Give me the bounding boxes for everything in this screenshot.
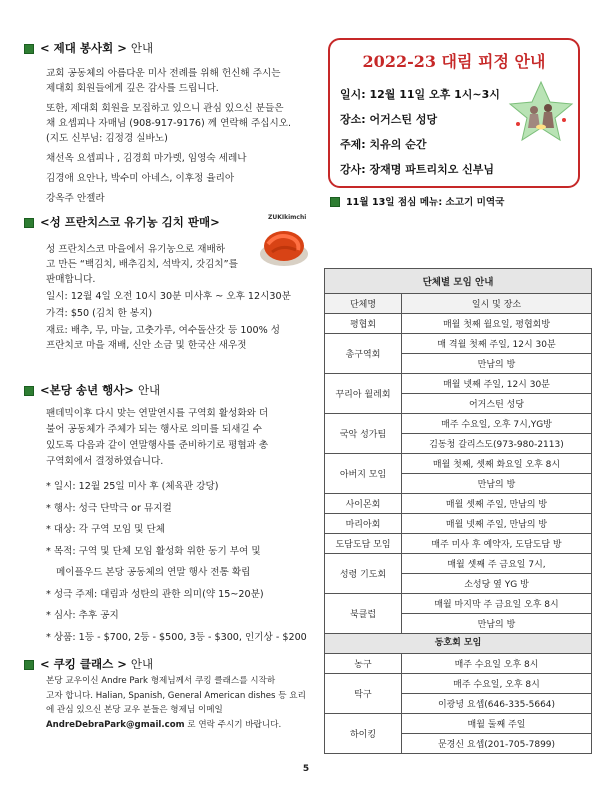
table-row-name: 꾸리아 월레회 [325,374,402,414]
altar-society-heading: < 제대 봉사회 > 안내 [24,40,153,56]
table-row-name: 탁구 [325,674,402,714]
table-row-time: 매월 셋째 주 금요일 7시, [402,554,592,574]
meetings-table [324,268,592,754]
table-row-name: 도담도담 모임 [325,534,402,554]
advent-retreat-title: 2022-23 대림 피정 안내 [362,52,546,71]
table-row-time: 매월 마지막 주 금요일 오후 8시 [402,594,592,614]
table-row-place: 김동청 갈리스도(973-980-2113) [402,434,592,454]
column-header-time: 일시 및 장소 [402,294,592,314]
year-end-event-heading: <본당 송년 행사> 안내 [24,382,160,398]
lunch-menu-line: 11월 13일 점심 메뉴: 소고기 미역국 [330,194,504,208]
club-section-title: 동호회 모임 [325,634,592,654]
kimchi-sale-body: 성 프란치스코 마을에서 유기농으로 재배하 고 만든 “백김치, 배추김치, 석박지, 갓김치”를 판매합니다. 일시: 12월 4일 오전 10시 30분 미사후 ~ 오후 12시30분 가격: $50 (김치 한 봉지) 재료: 배추, 무, 마늘, 고춧가루, 여수돌산갓 등 100% 성 프란치코 마을 재배, 신안 소금 및 한국산 새우젓 [46,244,291,351]
advent-retreat-box [328,38,580,188]
kimchi-sale-heading: <성 프란치스코 유기농 김치 판매> [24,214,220,230]
retreat-date: 일시: 12월 11일 오후 1시~3시 [340,88,500,101]
table-row-contact: 이광녕 요셉(646-335-5664) [402,694,592,714]
table-row-name: 북클럽 [325,594,402,634]
table-row-time: 매월 첫째, 셋째 화요일 오후 8시 [402,454,592,474]
table-row-time: 매월 둘째 주일 [402,714,592,734]
table-row-contact: 문경신 요셉(201-705-7899) [402,734,592,754]
table-row-name: 총구역회 [325,334,402,374]
cooking-class-body: 본당 교우이신 Andre Park 형제님께서 쿠킹 클래스를 시작하 고자 합니다. Halian, Spanish, General American dishes 등 요리 에 관심 있으신 본당 교우 분들은 형제님 이메일 AndreDebraPark@gmail.com 로 연락 주시기 바랍니다. [46,676,306,730]
table-row-time: 매 격월 첫째 주일, 12시 30분 [402,334,592,354]
nativity-star-image [506,80,576,144]
square-bullet-icon [24,44,34,54]
table-row-place: 어거스틴 성당 [402,394,592,414]
page-number: 5 [302,764,310,774]
table-row-name: 사이몬회 [325,494,402,514]
year-end-event-items: * 일시: 12월 25일 미사 후 (체육관 강당) * 행사: 성극 단막극 or 뮤지컬 * 대상: 각 구역 모임 및 단체 * 목적: 구역 및 단체 모임 활성화 위한 동기 부여 및 메이플우드 본당 공동체의 연말 행사 전통 확립 * 성극 주제: 대림과 성탄의 관한 의미(약 15~20분) * 심사: 추후 공지 * 상품: 1등 - $700, 2등 - $500, 3등 - $300, 인기상 - $200 [46,481,307,643]
altar-society-body: 교회 공동체의 아름다운 미사 전례를 위해 헌신해 주시는 제대회 회원들에게 깊은 감사를 드립니다. 또한, 제대회 회원을 모집하고 있으니 관심 있으신 분들은 채 요셉피나 자매님 (908-917-9176) 께 연락해 주십시오. (지도 신부님: 김정경 실바노) 채선옥 요셉피나 , 김경희 마가렛, 임영숙 세레나 김경애 요안나, 박수미 아네스, 이후정 율리아 강옥주 안젤라 [46,68,292,204]
table-row-time: 매주 수요일, 오후 7시,YG방 [402,414,592,434]
retreat-place: 장소: 어거스틴 성당 [340,113,438,126]
year-end-event-intro: 팬데믹이후 다시 맞는 연말연시를 구역회 활성화와 더 불어 공동체가 주체가 되는 행사로 의미를 되새길 수 있도록 다음과 같이 연말행사를 준비하기로 평협과 총 구역회에서 결정하였습니다. [46,408,269,467]
square-bullet-icon [24,660,34,670]
table-row-time: 매월 첫째 월요일, 평협회방 [402,314,592,334]
retreat-speaker: 강사: 장재명 파트리치오 신부님 [340,163,495,176]
column-header-name: 단체명 [325,294,402,314]
retreat-topic: 주제: 치유의 순간 [340,138,427,151]
table-row-place: 만남의 방 [402,474,592,494]
table-row-time: 매주 수요일 오후 8시 [402,654,592,674]
table-row-place: 만남의 방 [402,354,592,374]
square-bullet-icon [24,218,34,228]
kimchi-logo: ZUKIkimchi [268,214,307,221]
square-bullet-icon [24,386,34,396]
table-row-place: 소성당 옆 YG 방 [402,574,592,594]
table-row-time: 매주 미사 후 예약자, 도담도담 방 [402,534,592,554]
table-row-name: 아버지 모임 [325,454,402,494]
table-row-time: 매주 수요일, 오후 8시 [402,674,592,694]
table-row-place: 만남의 방 [402,614,592,634]
square-bullet-icon [330,197,340,207]
table-row-time: 매월 셋째 주일, 만남의 방 [402,494,592,514]
table-row-time: 매월 넷째 주일, 만남의 방 [402,514,592,534]
table-row-name: 평협회 [325,314,402,334]
table-row-name: 성령 기도회 [325,554,402,594]
table-row-name: 국악 성가팀 [325,414,402,454]
cooking-class-email[interactable]: AndreDebraPark@gmail.com [46,719,185,730]
table-row-name: 마리아회 [325,514,402,534]
meetings-table-title: 단체별 모임 안내 [325,269,592,294]
table-row-time: 매월 넷째 주일, 12시 30분 [402,374,592,394]
table-row-name: 농구 [325,654,402,674]
table-row-name: 하이킹 [325,714,402,754]
cooking-class-heading: < 쿠킹 클래스 > 안내 [24,656,153,672]
